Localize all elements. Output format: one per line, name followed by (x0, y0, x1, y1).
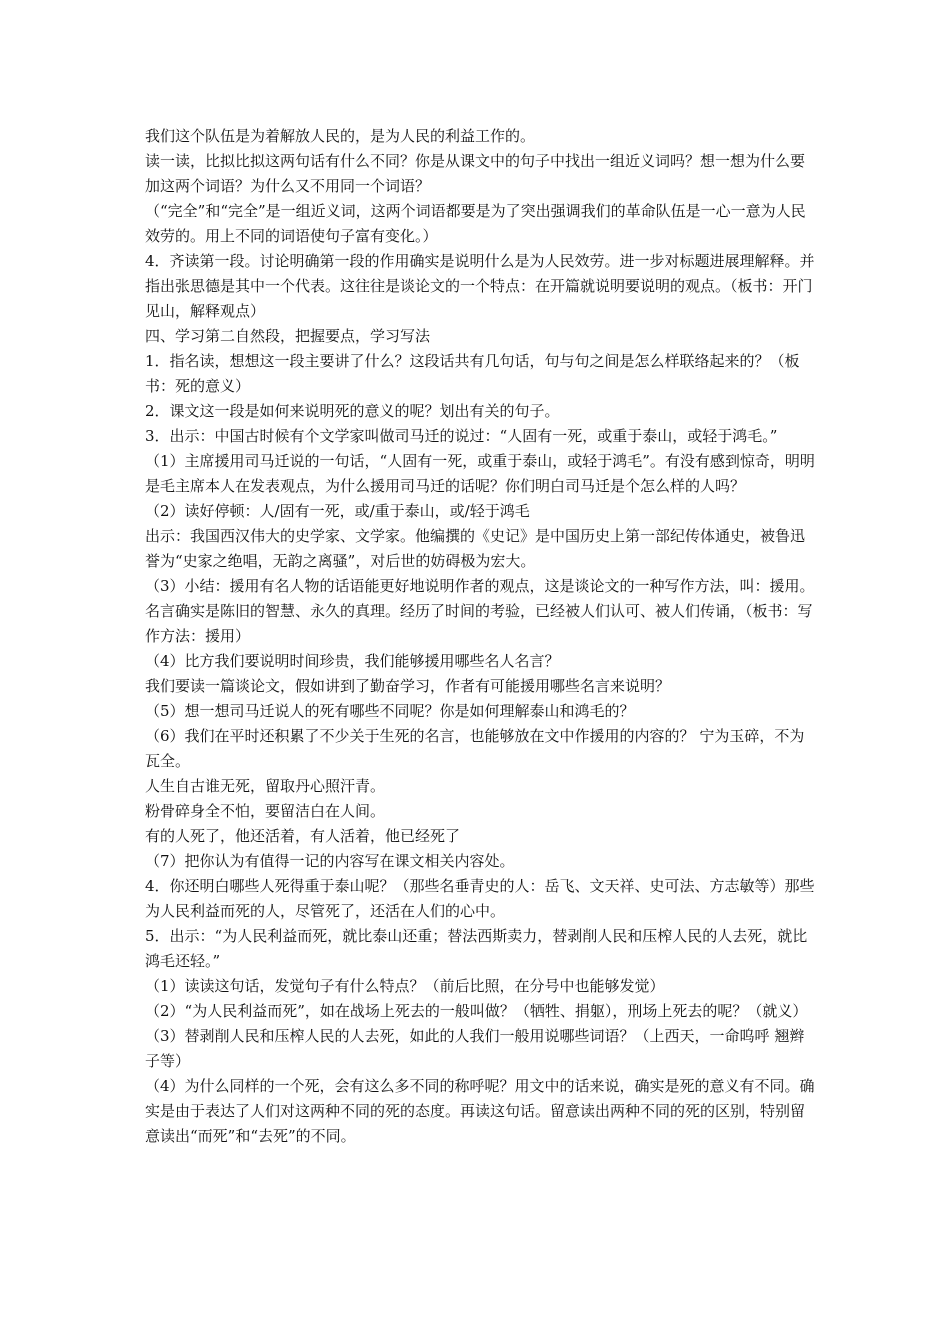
quote-line: 粉骨碎身全不怕，要留洁白在人间。 (145, 802, 386, 820)
paragraph: （4）为什么同样的一个死，会有这么多不同的称呼呢？用文中的话来说，确实是死的意义有不同。确实是由于表达了人们对这两种不同的死的态度。再读这句话。留意读出两种不同的死的区别，特别留意读出“而死”和“去死”的不同。 (145, 1077, 815, 1145)
paragraph: （5）想一想司马迁说人的死有哪些不同呢？你是如何理解泰山和鸿毛的？ (145, 702, 635, 720)
paragraph: 4．齐读第一段。讨论明确第一段的作用确实是说明什么是为人民效劳。进一步对标题进展理解释。并指出张思德是其中一个代表。这往往是谈论文的一个特点：在开篇就说明要说明的观点。（板书：开门见山，解释观点） (145, 252, 815, 320)
paragraph: 1．指名读，想想这一段主要讲了什么？这段话共有几句话，句与句之间是怎么样联络起来的？（板书：死的意义） (145, 352, 800, 395)
paragraph: 读一读，比拟比拟这两句话有什么不同？你是从课文中的句子中找出一组近义词吗？想一想为什么要加这两个词语？为什么又不用同一个词语？ (145, 152, 806, 195)
paragraph: （3）替剥削人民和压榨人民的人去死，如此的人我们一般用说哪些词语？（上西天，一命呜呼 翘辫子等） (145, 1027, 805, 1070)
quote-line: 有的人死了，他还活着，有人活着，他已经死了 (145, 827, 461, 845)
paragraph: （6）我们在平时还积累了不少关于生死的名言，也能够放在文中作援用的内容的？ 宁为玉碎，不为瓦全。 (145, 727, 805, 770)
document-body (145, 124, 817, 1149)
paragraph: （3）小结：援用有名人物的话语能更好地说明作者的观点，这是谈论文的一种写作方法，叫：援用。名言确实是陈旧的智慧、永久的真理。经历了时间的考验，已经被人们认可、被人们传诵，（板书：写作方法：援用） (145, 577, 815, 645)
paragraph: 我们这个队伍是为着解放人民的，是为人民的利益工作的。 (145, 127, 536, 145)
section-heading: 四、学习第二自然段，把握要点，学习写法 (145, 327, 431, 345)
paragraph: （1）主席援用司马迁说的一句话，“人固有一死，或重于泰山，或轻于鸿毛”。有没有感到惊奇，明明是毛主席本人在发表观点，为什么援用司马迁的话呢？你们明白司马迁是个怎么样的人吗？ (145, 452, 815, 495)
paragraph: （2）读好停顿：人/固有一死，或/重于泰山，或/轻于鸿毛 (145, 502, 530, 520)
paragraph: 4．你还明白哪些人死得重于泰山呢？（那些名垂青史的人：岳飞、文天祥、史可法、方志敏等）那些为人民利益而死的人，尽管死了，还活在人们的心中。 (145, 877, 815, 920)
paragraph: 我们要读一篇谈论文，假如讲到了勤奋学习，作者有可能援用哪些名言来说明？ (145, 677, 671, 695)
paragraph: 出示：我国西汉伟大的史学家、文学家。他编撰的《史记》是中国历史上第一部纪传体通史，被鲁迅誉为“史家之绝唱，无韵之离骚”，对后世的妨碍极为宏大。 (145, 527, 806, 570)
paragraph: （7）把你认为有值得一记的内容写在课文相关内容处。 (145, 852, 515, 870)
paragraph: 2．课文这一段是如何来说明死的意义的呢？划出有关的句子。 (145, 402, 560, 420)
paragraph: （2）“为人民利益而死”，如在战场上死去的一般叫做？（牺牲、捐躯），刑场上死去的呢？（就义） (145, 1002, 808, 1020)
paragraph: 5．出示：“为人民利益而死，就比泰山还重；替法西斯卖力，替剥削人民和压榨人民的人去死，就比鸿毛还轻。” (145, 927, 808, 970)
paragraph: 3．出示：中国古时候有个文学家叫做司马迁的说过：“人固有一死，或重于泰山，或轻于鸿毛。” (145, 427, 778, 445)
quote-line: 人生自古谁无死，留取丹心照汗青。 (145, 777, 386, 795)
paragraph: （“完全”和“完全”是一组近义词，这两个词语都要是为了突出强调我们的革命队伍是一心一意为人民效劳的。用上不同的词语使句子富有变化。） (145, 202, 806, 245)
paragraph: （1）读读这句话，发觉句子有什么特点？（前后比照，在分号中也能够发觉） (145, 977, 665, 995)
paragraph: （4）比方我们要说明时间珍贵，我们能够援用哪些名人名言？ (145, 652, 560, 670)
